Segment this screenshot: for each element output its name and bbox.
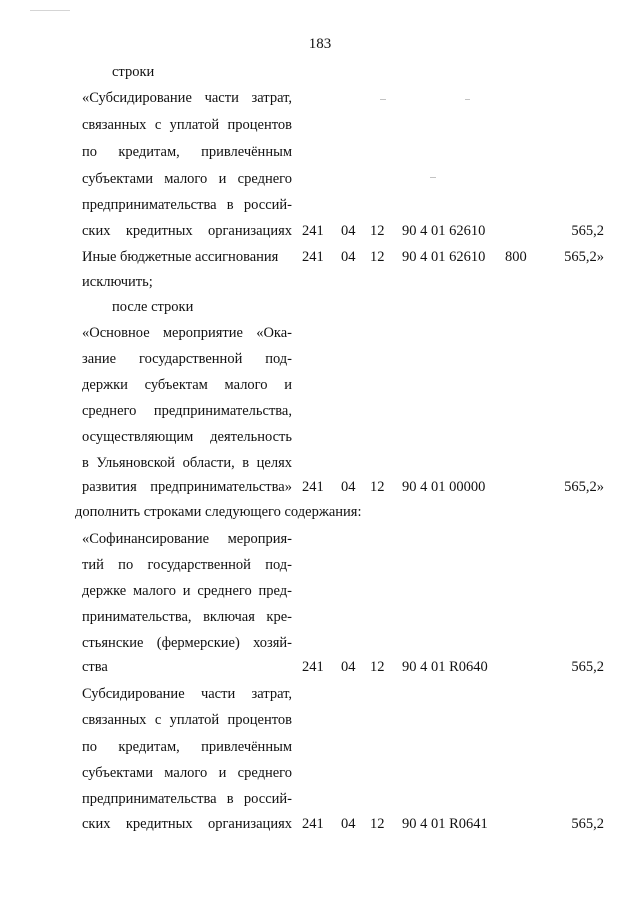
block2-text: Иные бюджетные ассигнования <box>82 249 279 265</box>
block2-vr: 800 <box>505 249 527 265</box>
supplement-text: дополнить строками следующего содержания: <box>75 504 362 520</box>
block1-csr: 90 4 01 62610 <box>402 223 486 239</box>
block5-line-3: по кредитам, привлечённым <box>82 739 292 755</box>
page-number: 183 <box>308 36 332 52</box>
block4-sum: 565,2 <box>571 659 604 675</box>
block3-sum: 565,2» <box>564 479 604 495</box>
block3-line-5: осуществляющим деятельность <box>82 429 292 445</box>
block2-rz: 04 <box>341 249 356 265</box>
exclude-text: исключить; <box>82 274 153 290</box>
block4-line-5: стьянские (фермерские) хозяй- <box>82 635 292 651</box>
block3-line-1: «Основное мероприятие «Ока- <box>82 325 292 341</box>
block4-line-2: тий по государственной под- <box>82 557 292 573</box>
block2-csr: 90 4 01 62610 <box>402 249 486 265</box>
block1-sum: 565,2 <box>571 223 604 239</box>
block4-line-3: держке малого и среднего пред- <box>82 583 292 599</box>
block1-line-4: субъектами малого и среднего <box>82 171 292 187</box>
scan-speck <box>30 10 70 11</box>
block3-csr: 90 4 01 00000 <box>402 479 486 495</box>
scan-speck <box>465 99 470 100</box>
block4-line-1: «Софинансирование мероприя- <box>82 531 292 547</box>
block4-csr: 90 4 01 R0640 <box>402 659 488 675</box>
block3-pr: 12 <box>370 479 385 495</box>
block5-line-6: ских кредитных организациях <box>82 816 292 832</box>
block5-line-5: предпринимательства в россий- <box>82 791 292 807</box>
block1-grbs: 241 <box>302 223 324 239</box>
block5-rz: 04 <box>341 816 356 832</box>
block1-line-1: «Субсидирование части затрат, <box>82 90 292 106</box>
block5-line-2: связанных с уплатой процентов <box>82 712 292 728</box>
block1-line-6: ских кредитных организациях <box>82 223 292 239</box>
block1-line-2: связанных с уплатой процентов <box>82 117 292 133</box>
block4-rz: 04 <box>341 659 356 675</box>
block5-grbs: 241 <box>302 816 324 832</box>
block3-line-2: зание государственной под- <box>82 351 292 367</box>
block4-pr: 12 <box>370 659 385 675</box>
block3-grbs: 241 <box>302 479 324 495</box>
block3-line-6: в Ульяновской области, в целях <box>82 455 292 471</box>
block1-pr: 12 <box>370 223 385 239</box>
block1-rz: 04 <box>341 223 356 239</box>
block2-grbs: 241 <box>302 249 324 265</box>
block4-grbs: 241 <box>302 659 324 675</box>
block4-line-4: принимательства, включая кре- <box>82 609 292 625</box>
block1-line-3: по кредитам, привлечённым <box>82 144 292 160</box>
block4-line-6: ства <box>82 659 108 675</box>
block2-sum: 565,2» <box>564 249 604 265</box>
block3-line-3: держки субъектам малого и <box>82 377 292 393</box>
block1-line-5: предпринимательства в россий- <box>82 197 292 213</box>
block2-pr: 12 <box>370 249 385 265</box>
block3-rz: 04 <box>341 479 356 495</box>
block3-line-4: среднего предпринимательства, <box>82 403 292 419</box>
block5-line-4: субъектами малого и среднего <box>82 765 292 781</box>
block5-csr: 90 4 01 R0641 <box>402 816 488 832</box>
block3-line-7: развития предпринимательства» <box>82 479 292 495</box>
after-rows-label: после строки <box>112 299 194 315</box>
block5-line-1: Субсидирование части затрат, <box>82 686 292 702</box>
scan-speck <box>380 99 386 100</box>
scan-speck <box>430 177 436 178</box>
intro-rows-label: строки <box>112 64 155 80</box>
block5-sum: 565,2 <box>571 816 604 832</box>
block5-pr: 12 <box>370 816 385 832</box>
